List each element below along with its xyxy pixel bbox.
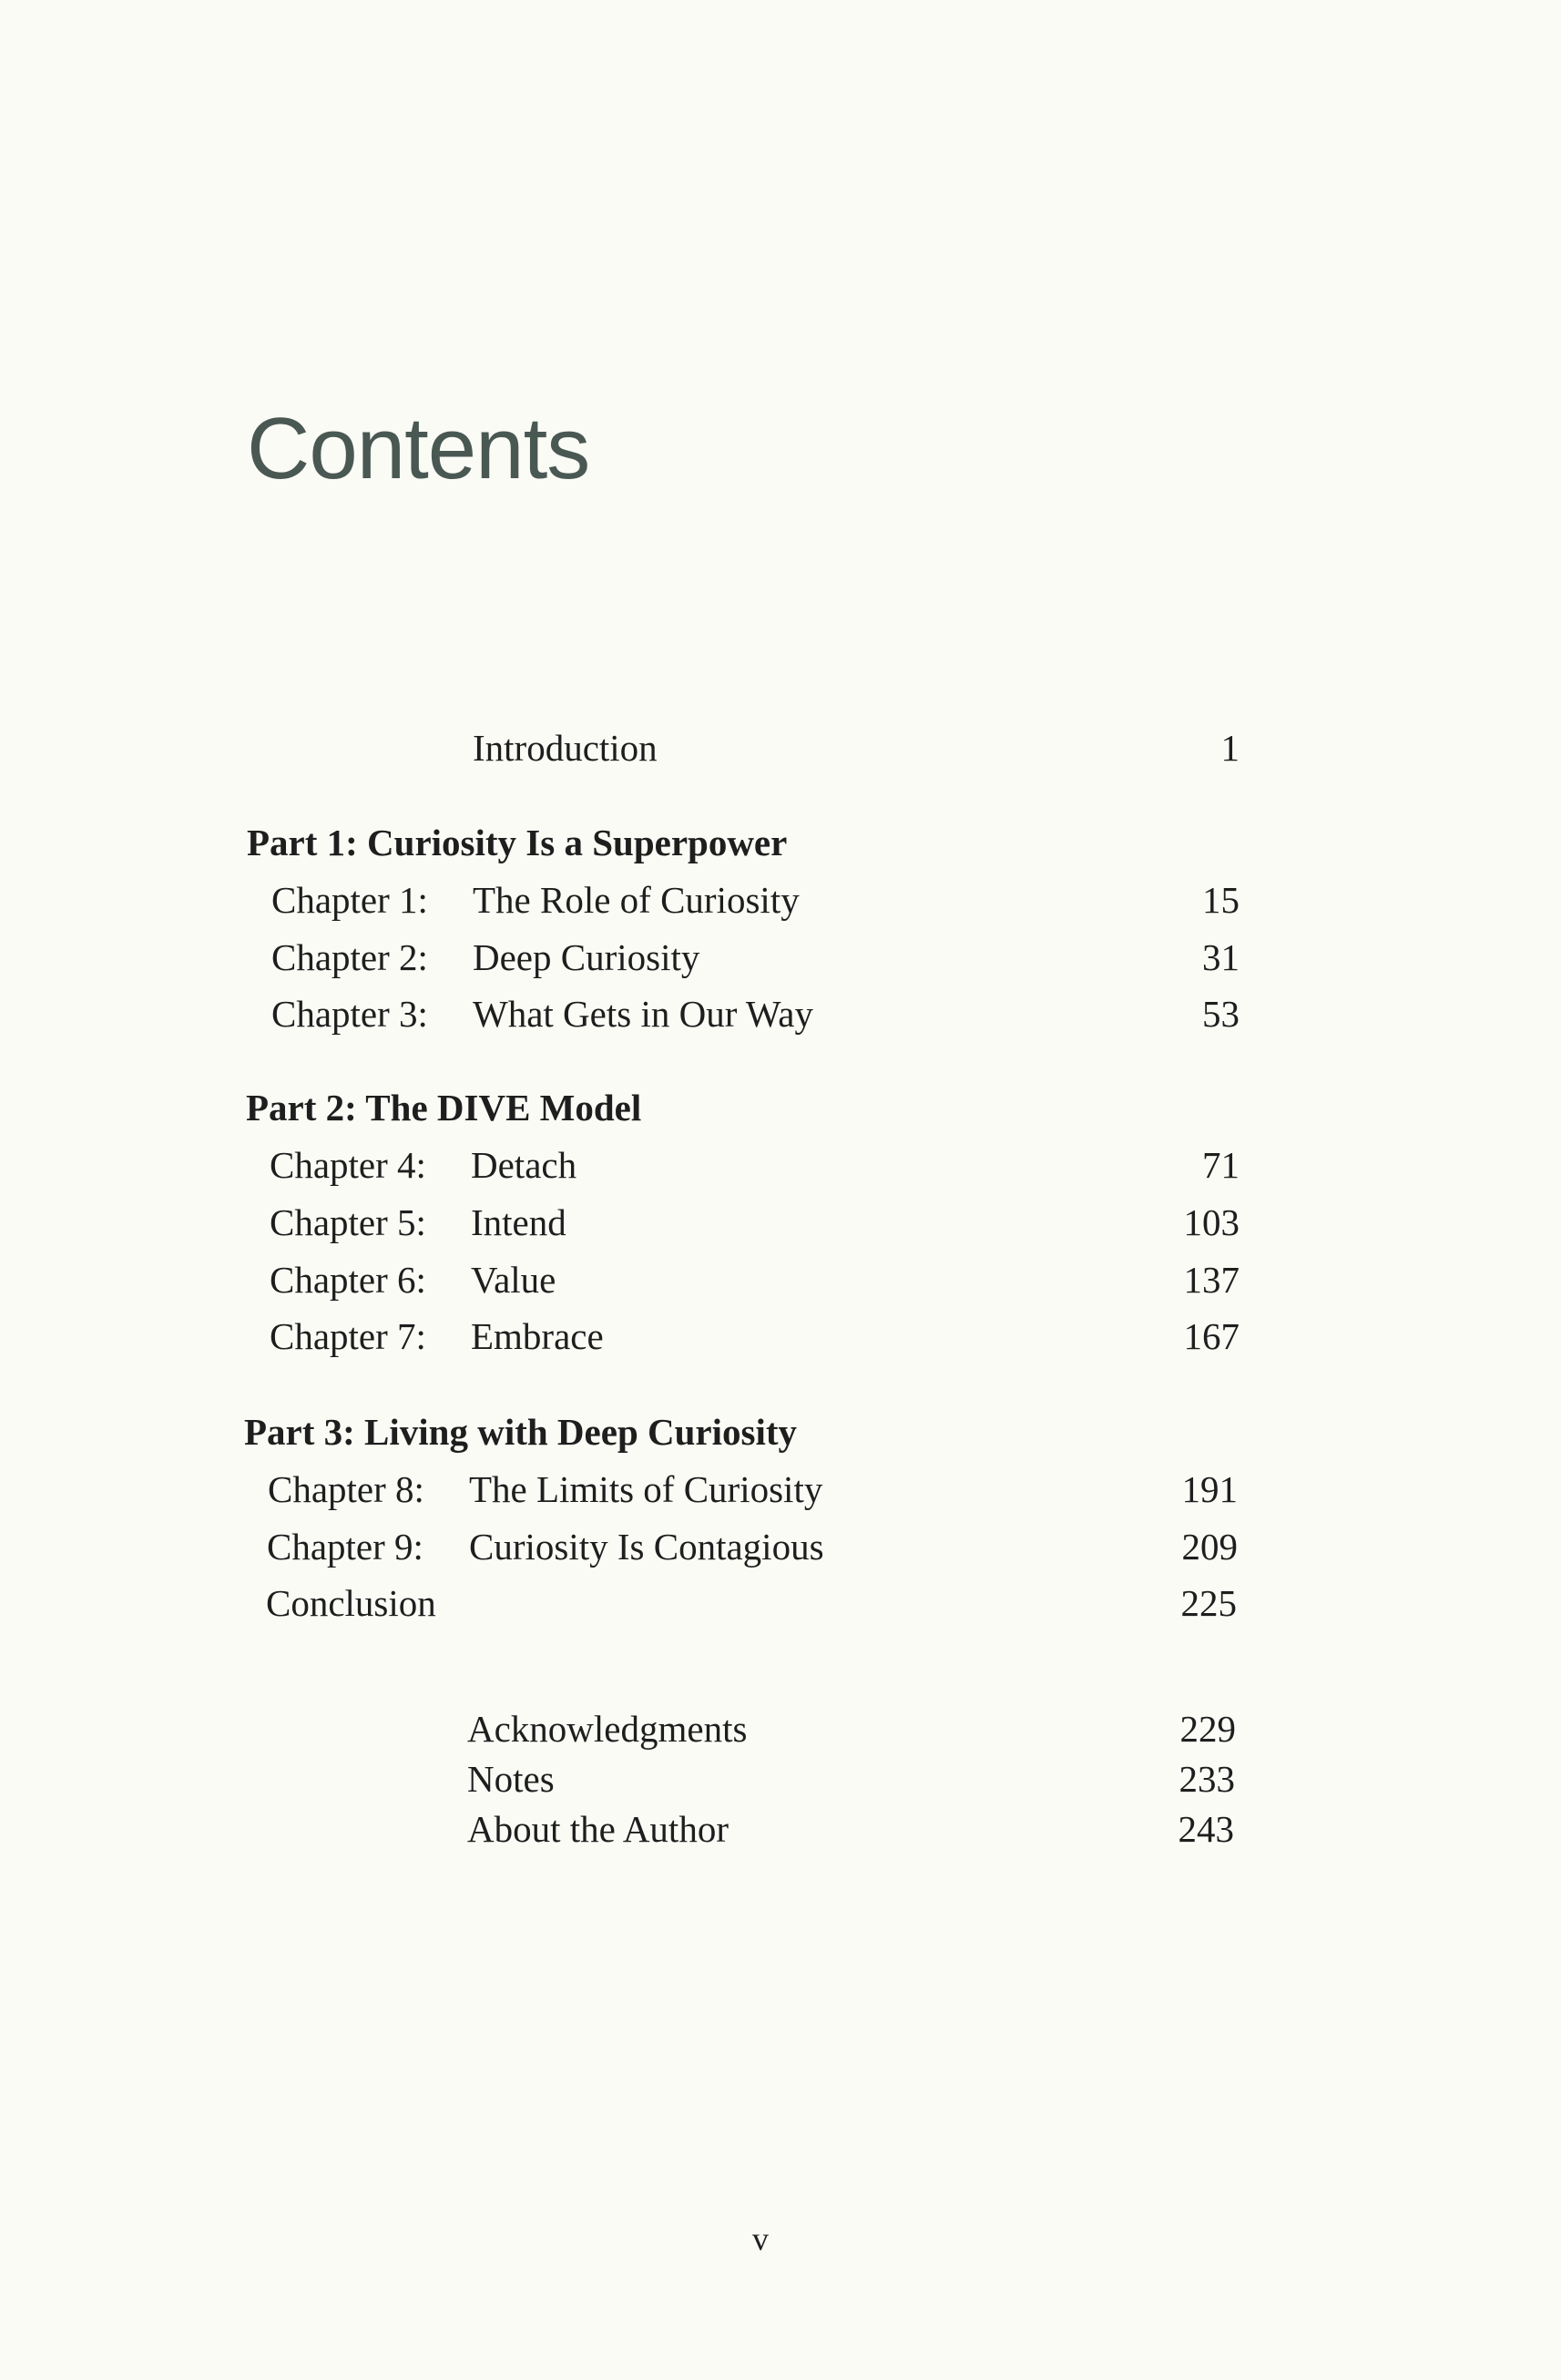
chapter-title: Intend <box>471 1201 566 1243</box>
chapter-page: 137 <box>1183 1259 1240 1301</box>
chapter-title: What Gets in Our Way <box>473 993 813 1035</box>
back-matter-page: 233 <box>1178 1758 1235 1800</box>
chapter-page: 15 <box>1202 879 1240 921</box>
chapter-page: 31 <box>1202 936 1240 978</box>
chapter-label: Chapter 9: <box>267 1526 423 1568</box>
chapter-page: 167 <box>1183 1315 1240 1357</box>
chapter-title: Detach <box>471 1144 577 1186</box>
chapter-label: Chapter 5: <box>270 1201 426 1243</box>
chapter-label: Chapter 2: <box>271 936 428 978</box>
page-title: Contents <box>247 400 590 497</box>
chapter-page: 103 <box>1183 1201 1240 1243</box>
chapter-page: 191 <box>1181 1468 1238 1510</box>
part-2-heading: Part 2: The DIVE Model <box>246 1087 642 1129</box>
toc-introduction-label: Introduction <box>473 727 658 769</box>
chapter-title: Deep Curiosity <box>473 936 700 978</box>
chapter-title: The Limits of Curiosity <box>469 1468 823 1510</box>
chapter-label: Chapter 1: <box>271 879 428 921</box>
chapter-label: Chapter 3: <box>271 993 428 1035</box>
back-matter-page: 229 <box>1179 1708 1236 1750</box>
chapter-page: 209 <box>1181 1526 1238 1568</box>
chapter-title: Value <box>471 1259 556 1301</box>
part-3-heading: Part 3: Living with Deep Curiosity <box>244 1411 797 1453</box>
chapter-label: Chapter 8: <box>268 1468 424 1510</box>
page-number-folio: v <box>752 2221 769 2257</box>
part-1-heading: Part 1: Curiosity Is a Superpower <box>247 822 788 863</box>
chapter-title: The Role of Curiosity <box>473 879 800 921</box>
chapter-label: Chapter 4: <box>270 1144 426 1186</box>
toc-conclusion-page: 225 <box>1180 1582 1237 1624</box>
chapter-label: Chapter 6: <box>270 1259 426 1301</box>
back-matter-label: Notes <box>467 1758 555 1800</box>
back-matter-label: About the Author <box>467 1808 729 1850</box>
chapter-label: Chapter 7: <box>270 1315 426 1357</box>
chapter-page: 53 <box>1202 993 1240 1035</box>
chapter-page: 71 <box>1202 1144 1240 1186</box>
toc-introduction-page: 1 <box>1220 727 1240 769</box>
chapter-title: Curiosity Is Contagious <box>469 1526 824 1568</box>
back-matter-page: 243 <box>1178 1808 1234 1850</box>
chapter-title: Embrace <box>471 1315 604 1357</box>
back-matter-label: Acknowledgments <box>467 1708 748 1750</box>
toc-conclusion-label: Conclusion <box>266 1582 436 1624</box>
